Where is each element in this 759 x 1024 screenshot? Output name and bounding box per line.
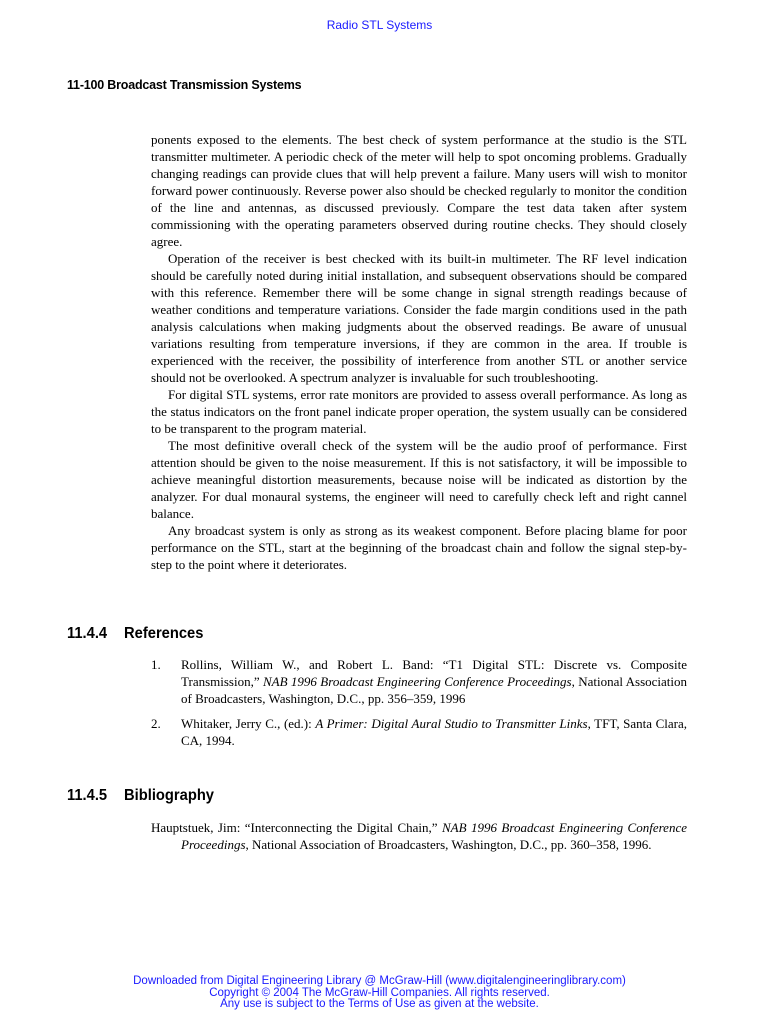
references-heading: [67, 625, 203, 643]
reference-number: 1.: [151, 657, 161, 672]
footer-download-link[interactable]: Downloaded from Digital Engineering Library @ McGraw-Hill (www.digitalengineeringlibrary.com): [133, 975, 626, 987]
section-title: Bibliography: [124, 787, 214, 804]
bibliography-heading: [67, 787, 214, 805]
reference-number: 2.: [151, 716, 161, 731]
paragraph: Operation of the receiver is best checked with its built-in multimeter. The RF level indication should be carefully noted during initial installation, and subsequent observations should be compared with this reference. Remember there will be some change in signal strength readings because of weather conditions and temperature variations. Consider the fade margin conditions used in the path analysis calculations when making judgments about the observed readings. Be aware of unusual variations resulting from temperature inversions, if they are common in the area. If trouble is experienced with the receiver, the possibility of interference from another STL or another service should not be overlooked. A spectrum analyzer is invaluable for such troubleshooting.: [151, 251, 687, 385]
reference-text: Whitaker, Jerry C., (ed.): A Primer: Digital Aural Studio to Transmitter Links, TFT, Santa Clara, CA, 1994.: [181, 716, 687, 748]
running-head: 11-100 Broadcast Transmission Systems: [67, 78, 302, 92]
bibliography-entry: Hauptstuek, Jim: “Interconnecting the Digital Chain,” NAB 1996 Broadcast Engineering Conference Proceedings, National Association of Broadcasters, Washington, D.C., pp. 360–358, 1996.: [151, 820, 687, 852]
reference-item: [151, 656, 687, 707]
section-title: References: [124, 625, 204, 642]
top-link[interactable]: Radio STL Systems: [326, 18, 433, 32]
paragraph: The most definitive overall check of the system will be the audio proof of performance. First attention should be given to the noise measurement. If this is not satisfactory, it will be impossible to achieve meaningful distortion measurements, because noise will be indicated as distortion by the analyzer. For dual monaural systems, the engineer will need to carefully check left and right cannel balance.: [151, 438, 687, 521]
footer-copyright[interactable]: Copyright © 2004 The McGraw-Hill Companies. All rights reserved.: [209, 986, 550, 999]
footer-terms-link[interactable]: Any use is subject to the Terms of Use as given at the website.: [220, 998, 539, 1010]
paragraph: ponents exposed to the elements. The best check of system performance at the studio is the STL transmitter multimeter. A periodic check of the meter will help to spot oncoming problems. Gradually changing readings can provide clues that will help prevent a failure. Many users will wish to monitor forward power continuously. Reverse power also should be checked regularly to monitor the condition of the line and antennas, as discussed previously. Compare the test data taken after system commissioning with the operating parameters observed during routine checks. They should closely agree.: [151, 132, 687, 249]
reference-item: [151, 715, 687, 749]
references-list: [151, 656, 687, 757]
bibliography-list: [151, 819, 687, 853]
paragraph: Any broadcast system is only as strong as its weakest component. Before placing blame for poor performance on the STL, start at the beginning of the broadcast chain and follow the signal step-by-step to the point where it deteriorates.: [151, 523, 687, 572]
footer: [0, 976, 759, 1011]
body-text: [151, 131, 687, 573]
paragraph: For digital STL systems, error rate monitors are provided to assess overall performance. As long as the status indicators on the front panel indicate proper operation, the system usually can be considered to be transparent to the program material.: [151, 387, 687, 436]
section-number: 11.4.4: [67, 625, 108, 642]
section-number: 11.4.5: [67, 787, 108, 804]
reference-text: Rollins, William W., and Robert L. Band: “T1 Digital STL: Discrete vs. Composite Transmission,” NAB 1996 Broadcast Engineering Conference Proceedings, National Association of Broadcasters, Washington, D.C., pp. 356–359, 1996: [181, 657, 687, 706]
